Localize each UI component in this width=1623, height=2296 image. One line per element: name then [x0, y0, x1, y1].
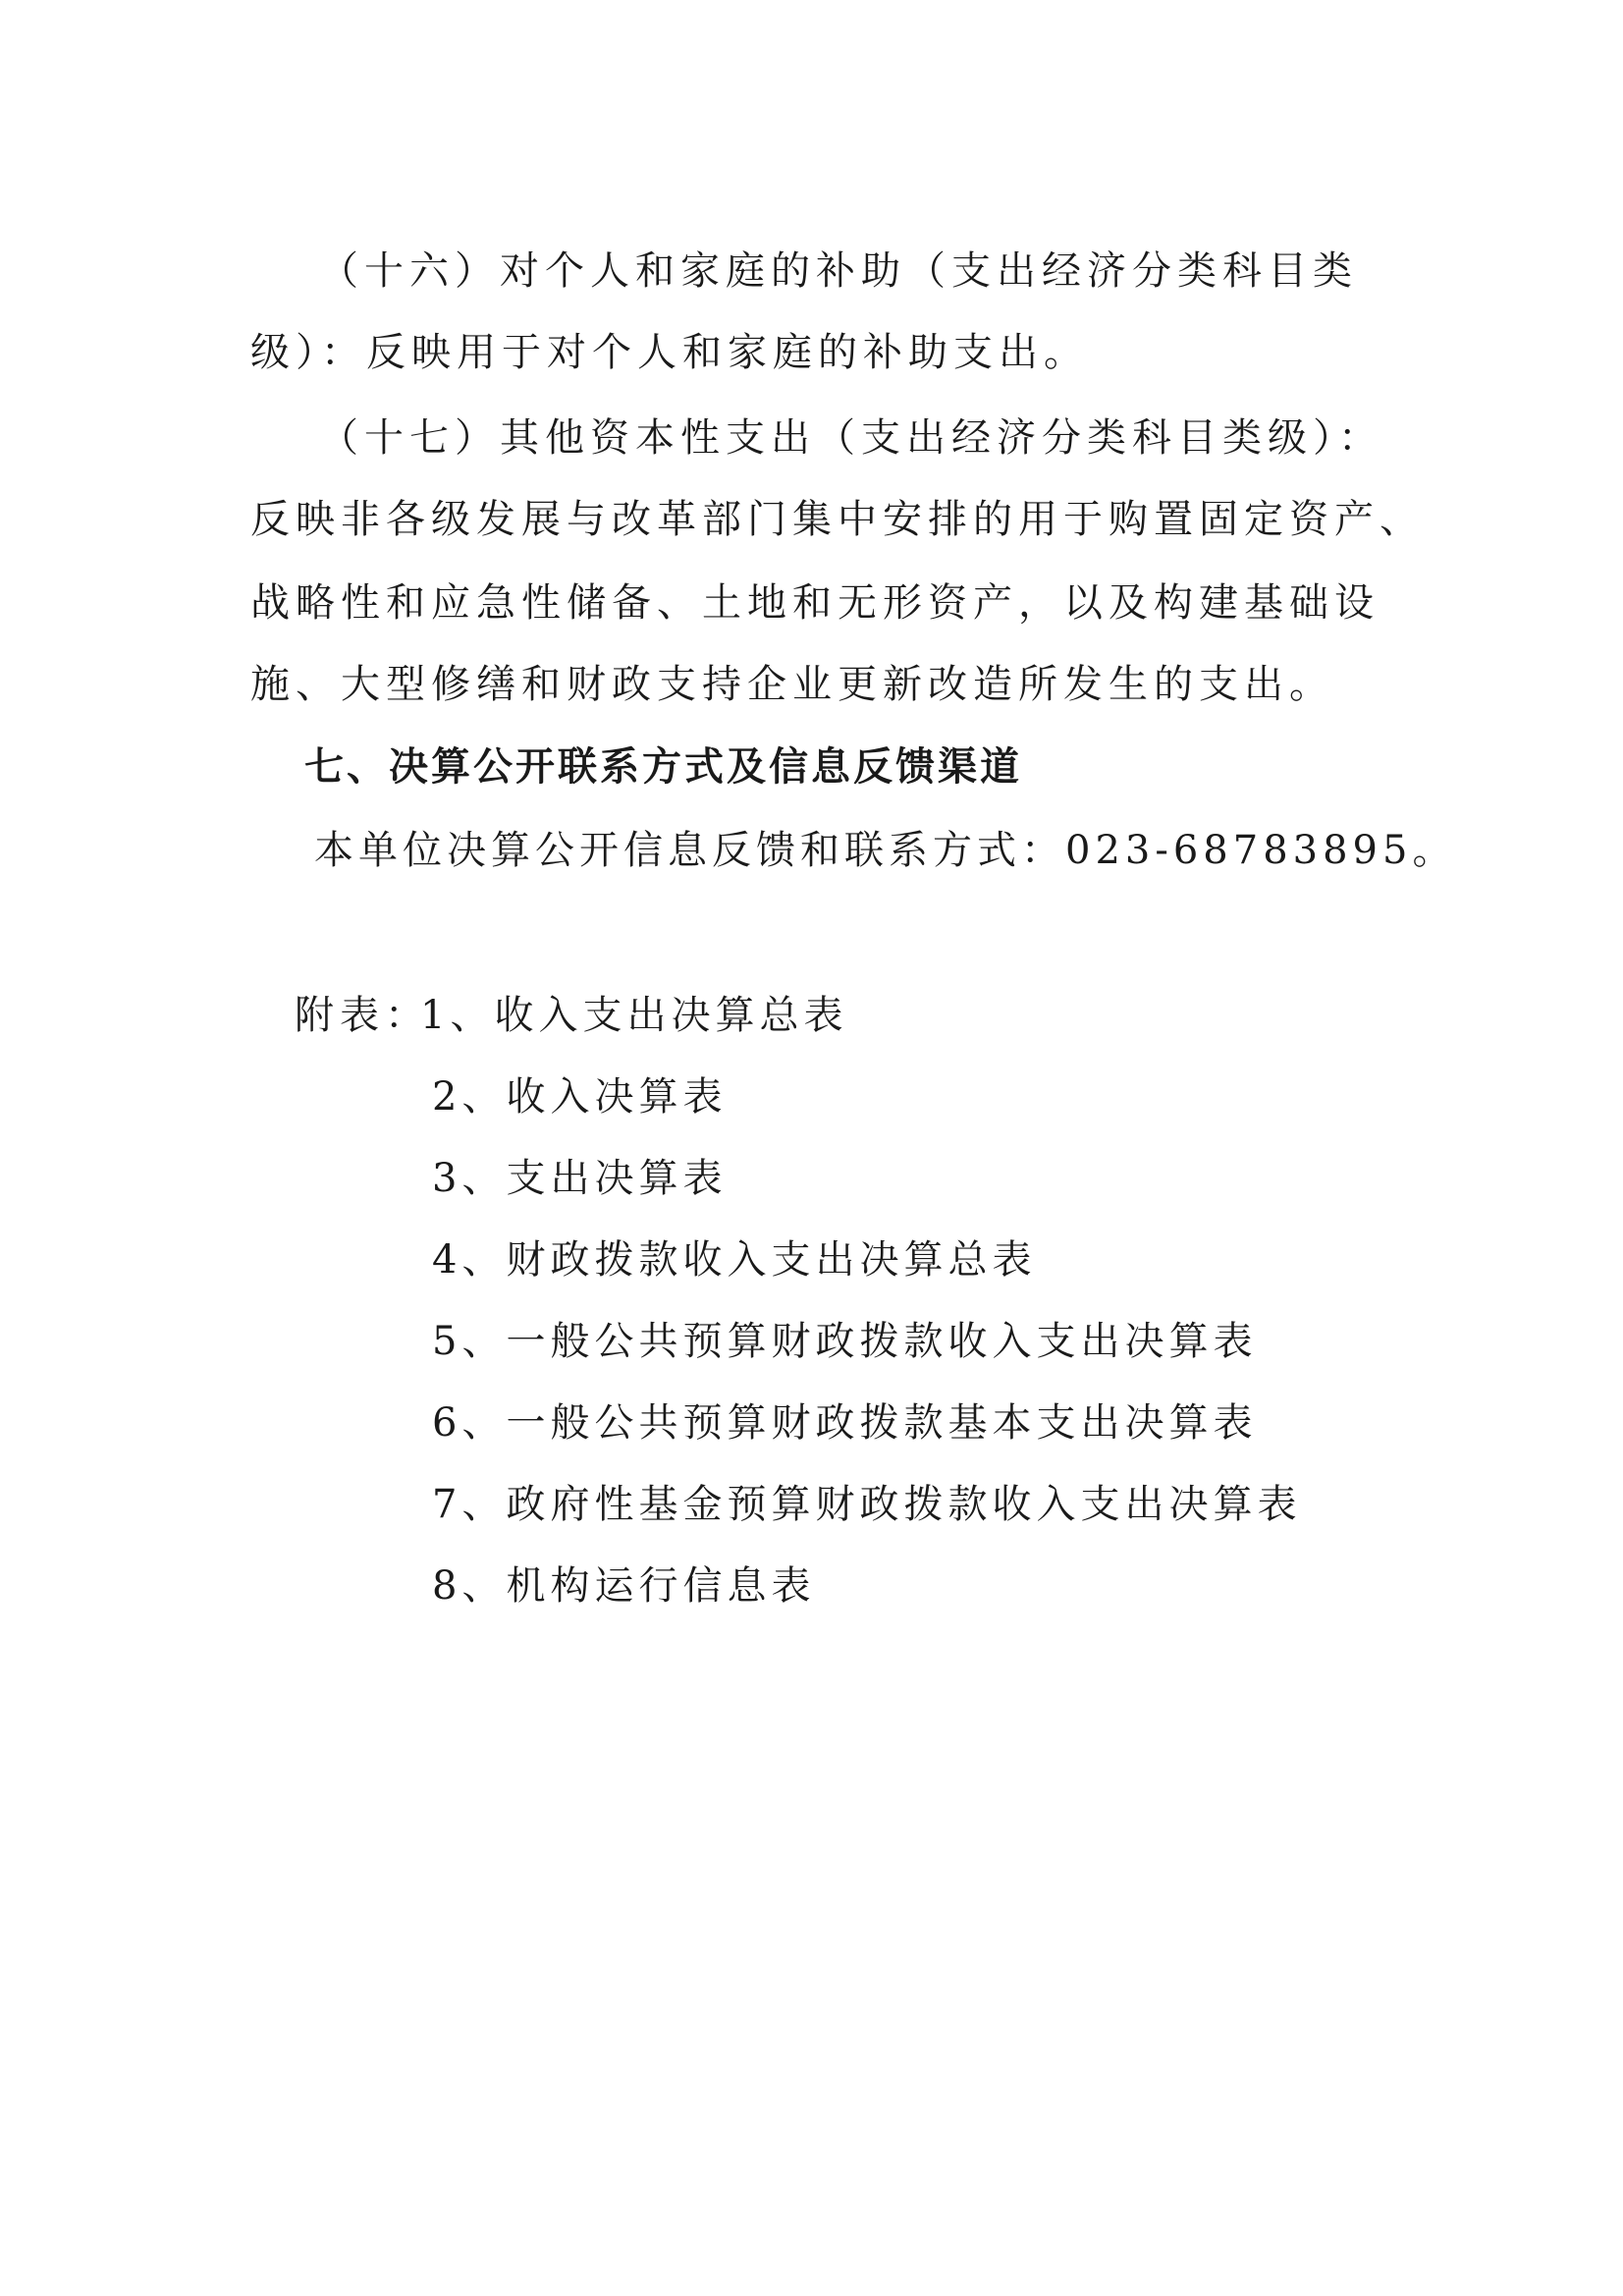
appendix-item: 7、政府性基金预算财政拨款收入支出决算表 — [432, 1482, 1302, 1527]
section-16-line-1: （十六）对个人和家庭的补助（支出经济分类科目类 — [319, 248, 1358, 294]
appendix-item: 1、收入支出决算总表 — [420, 993, 848, 1038]
appendix-item: 2、收入决算表 — [432, 1074, 728, 1120]
appendix-item: 8、机构运行信息表 — [432, 1563, 816, 1609]
appendix-item: 3、支出决算表 — [432, 1156, 728, 1201]
section-heading: 七、决算公开联系方式及信息反馈渠道 — [304, 744, 1022, 790]
section-16-line-2: 级）：反映用于对个人和家庭的补助支出。 — [250, 330, 1089, 375]
contact-line: 本单位决算公开信息反馈和联系方式：023-68783895。 — [314, 828, 1457, 873]
section-17-line-2: 反映非各级发展与改革部门集中安排的用于购置固定资产、 — [250, 497, 1425, 542]
appendix-label: 附表： — [295, 993, 430, 1038]
appendix-item: 6、一般公共预算财政拨款基本支出决算表 — [432, 1400, 1258, 1446]
section-17-line-4: 施、大型修缮和财政支持企业更新改造所发生的支出。 — [250, 662, 1334, 707]
section-17-line-1: （十七）其他资本性支出（支出经济分类科目类级）： — [319, 415, 1383, 461]
appendix-item: 4、财政拨款收入支出决算总表 — [432, 1237, 1037, 1283]
appendix-item: 5、一般公共预算财政拨款收入支出决算表 — [432, 1319, 1258, 1364]
section-17-line-3: 战略性和应急性储备、土地和无形资产，以及构建基础设 — [250, 580, 1380, 626]
